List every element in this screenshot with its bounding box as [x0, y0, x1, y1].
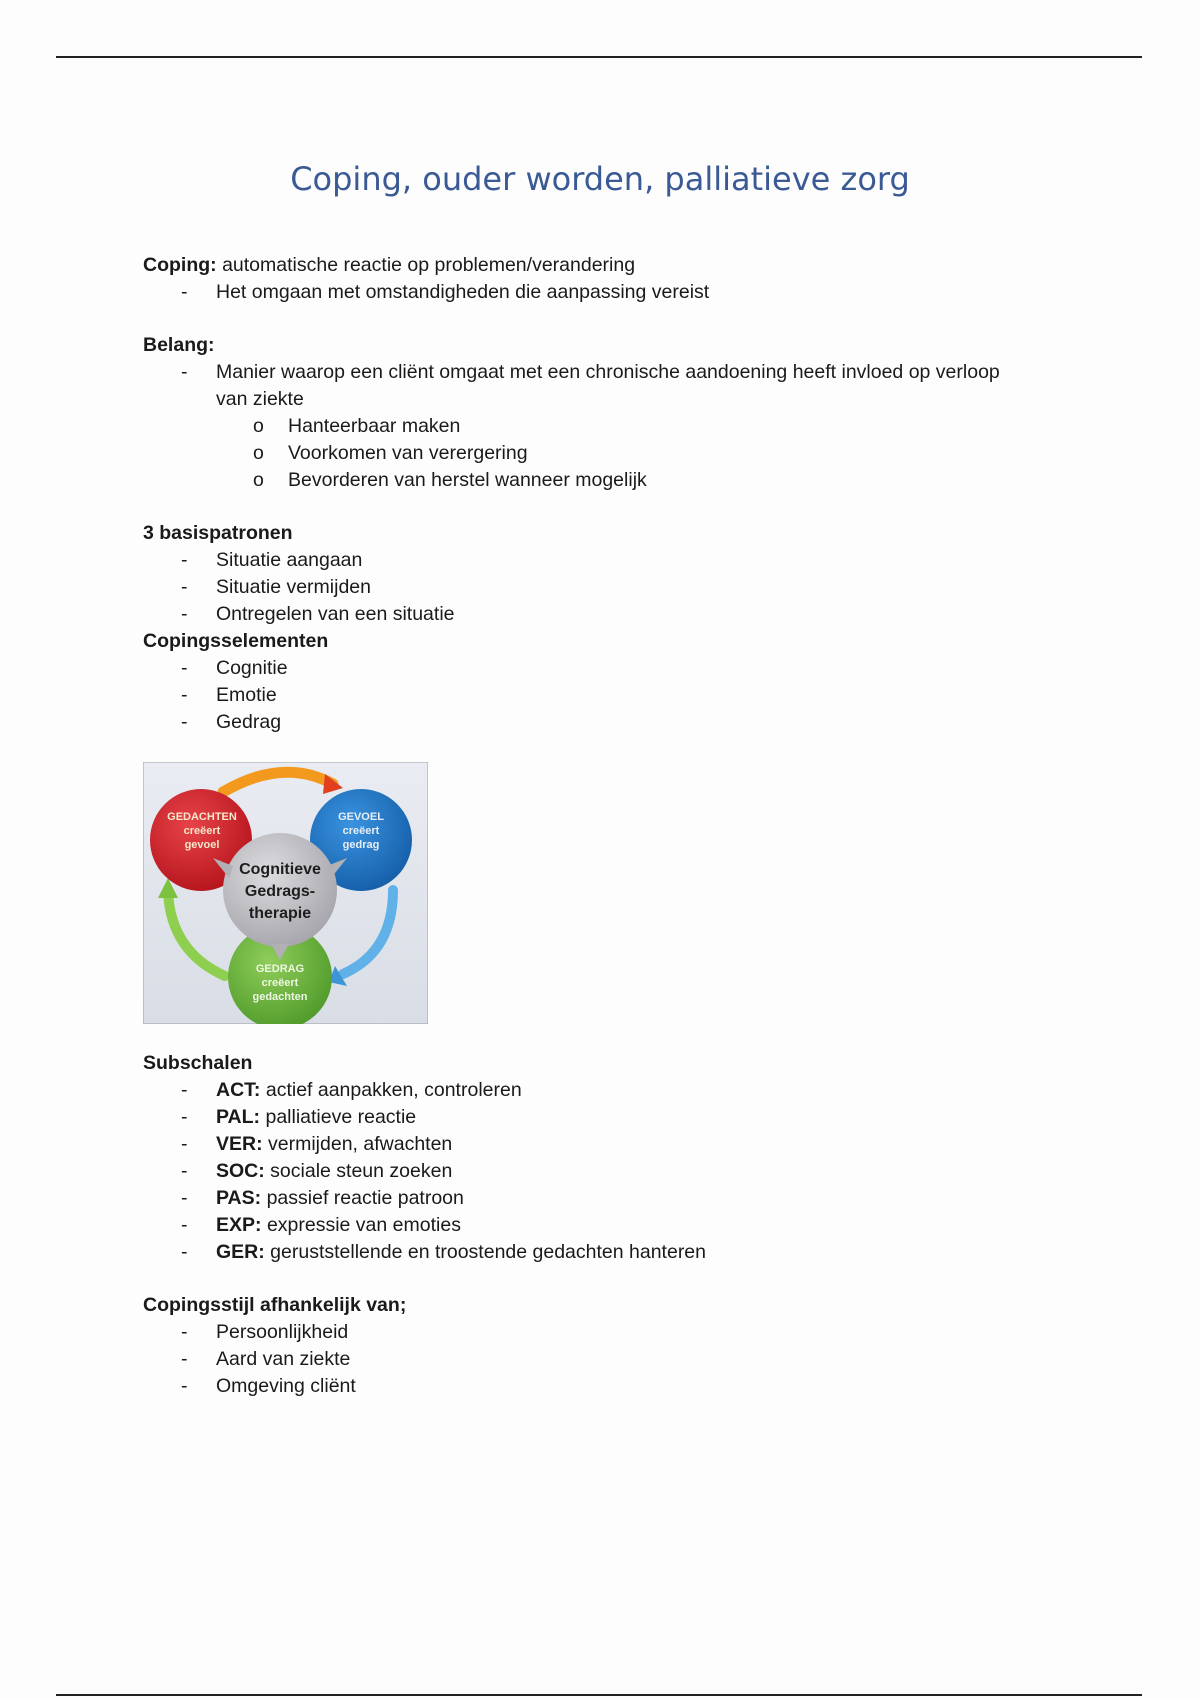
coping-list — [143, 279, 1093, 306]
coping-text: automatische reactie op problemen/verandering — [222, 254, 636, 276]
subschalen-list — [143, 1077, 1093, 1266]
list-item: - Het omgaan met omstandigheden die aanpassing vereist — [143, 279, 1093, 306]
document-body — [143, 252, 1093, 1400]
gedachten-line3: gevoel — [184, 839, 220, 851]
subschaal-code: GER: — [216, 1241, 265, 1263]
copingselementen-list — [143, 655, 1093, 736]
list-item: - Persoonlijkheid — [143, 1319, 1093, 1346]
subschalen-heading: Subschalen — [143, 1052, 253, 1074]
copingselementen-heading: Copingsselementen — [143, 630, 329, 652]
list-item: - Situatie aangaan — [143, 547, 1093, 574]
footer-rule — [56, 1694, 1142, 1696]
list-item: - Emotie — [143, 682, 1093, 709]
belang-item-continuation: van ziekte — [216, 388, 304, 410]
subschaal-text: expressie van emoties — [266, 1214, 461, 1236]
gedrag-line2: creëert — [261, 977, 299, 989]
list-item: - Situatie vermijden — [143, 574, 1093, 601]
afhankelijk-heading: Copingsstijl afhankelijk van; — [143, 1294, 407, 1316]
header-rule — [56, 56, 1142, 58]
subschaal-code: SOC: — [216, 1160, 265, 1182]
gedachten-line2: creëert — [183, 825, 221, 837]
list-item: - Gedrag — [143, 709, 1093, 736]
subschaal-code: PAL: — [216, 1106, 261, 1128]
center-line1: Cognitieve — [239, 861, 321, 878]
subschaal-text: geruststellende en troostende gedachten hanteren — [270, 1241, 706, 1263]
list-item — [143, 359, 1093, 413]
subschaal-code: EXP: — [216, 1214, 262, 1236]
list-item — [143, 1239, 1093, 1266]
list-item: - Cognitie — [143, 655, 1093, 682]
gevoel-label: GEVOEL — [338, 811, 384, 823]
belang-list — [143, 359, 1093, 494]
basispatronen-list — [143, 547, 1093, 628]
subschaal-text: palliatieve reactie — [265, 1106, 417, 1128]
subschaal-code: ACT: — [216, 1079, 261, 1101]
gedrag-label: GEDRAG — [255, 963, 305, 975]
center-line3: therapie — [248, 905, 312, 922]
belang-heading: Belang: — [143, 334, 215, 356]
sub-list-item: o Bevorderen van herstel wanneer mogelijk — [143, 467, 1093, 494]
subschaal-text: vermijden, afwachten — [268, 1133, 453, 1155]
subschaal-code: VER: — [216, 1133, 263, 1155]
page-title: Coping, ouder worden, palliatieve zorg — [290, 160, 910, 198]
subschaal-text: actief aanpakken, controleren — [265, 1079, 522, 1101]
center-line2: Gedrags- — [244, 883, 316, 900]
list-item — [143, 1185, 1093, 1212]
cbt-diagram — [143, 762, 428, 1024]
gedrag-line3: gedachten — [252, 991, 308, 1003]
list-item — [143, 1131, 1093, 1158]
list-item — [143, 1077, 1093, 1104]
belang-item-text: Manier waarop een cliënt omgaat met een chronische aandoening heeft invloed op verloop — [216, 361, 1000, 383]
coping-definition — [143, 252, 1093, 279]
list-item: - Ontregelen van een situatie — [143, 601, 1093, 628]
subschaal-text: sociale steun zoeken — [270, 1160, 453, 1182]
list-item — [143, 1104, 1093, 1131]
list-item: - Omgeving cliënt — [143, 1373, 1093, 1400]
list-item — [143, 1212, 1093, 1239]
subschaal-text: passief reactie patroon — [266, 1187, 464, 1209]
gevoel-line3: gedrag — [342, 839, 380, 851]
cbt-diagram-graphic — [143, 762, 428, 1024]
gevoel-line2: creëert — [342, 825, 380, 837]
subschaal-code: PAS: — [216, 1187, 262, 1209]
sub-list-item: o Voorkomen van verergering — [143, 440, 1093, 467]
list-item — [143, 1158, 1093, 1185]
basispatronen-heading: 3 basispatronen — [143, 522, 293, 544]
sub-list-item: o Hanteerbaar maken — [143, 413, 1093, 440]
coping-label: Coping: — [143, 254, 217, 276]
afhankelijk-list — [143, 1319, 1093, 1400]
gedachten-label: GEDACHTEN — [167, 811, 237, 823]
list-item: - Aard van ziekte — [143, 1346, 1093, 1373]
